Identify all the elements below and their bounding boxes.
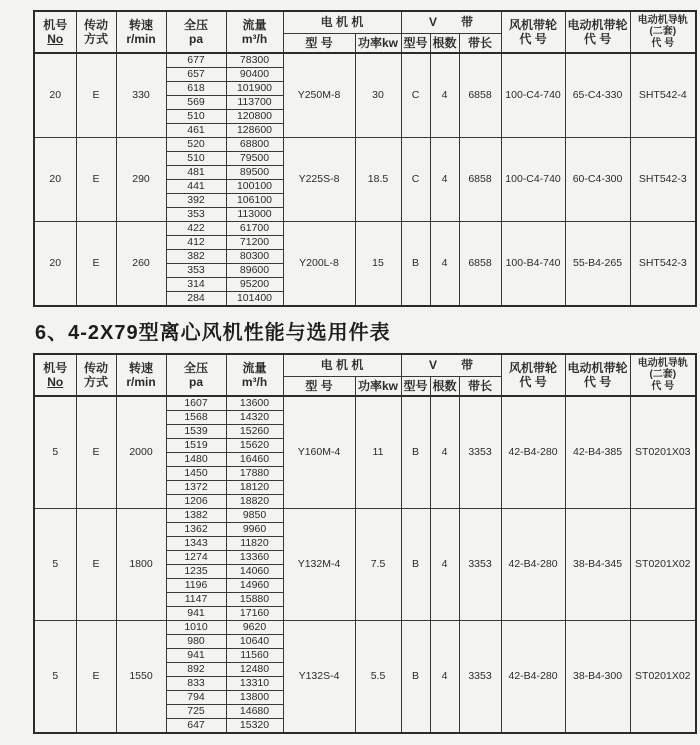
cell-belt-length: 3353	[459, 509, 501, 621]
cell-flow: 11560	[226, 649, 283, 663]
cell-belt-length: 6858	[459, 222, 501, 307]
motor-pulley-label: 电动机带轮	[567, 17, 628, 32]
cell-flow: 113000	[226, 208, 283, 222]
col-header-pressure	[166, 354, 226, 396]
cell-pressure: 892	[166, 663, 226, 677]
cell-flow: 14680	[226, 705, 283, 719]
cell-machine-no: 5	[34, 396, 76, 509]
cell-flow: 9960	[226, 523, 283, 537]
cell-pressure: 1147	[166, 593, 226, 607]
cell-flow: 9620	[226, 621, 283, 635]
flow-unit: m³/h	[241, 375, 268, 389]
cell-motor-power: 5.5	[355, 621, 401, 734]
cell-flow: 17880	[226, 467, 283, 481]
cell-pressure: 481	[166, 166, 226, 180]
cell-machine-no: 20	[34, 138, 76, 222]
cell-motor-model: Y132M-4	[283, 509, 355, 621]
cell-pressure: 510	[166, 110, 226, 124]
speed-unit: r/min	[126, 32, 156, 46]
cell-belt-model: B	[401, 621, 430, 734]
col-header-motor-power: 功率kw	[355, 33, 401, 53]
cell-pressure: 1206	[166, 495, 226, 509]
cell-flow: 10640	[226, 635, 283, 649]
cell-pressure: 941	[166, 649, 226, 663]
table-row	[34, 53, 696, 68]
cell-drive-type: E	[76, 509, 116, 621]
cell-pressure: 353	[166, 208, 226, 222]
cell-motor-pulley: 60-C4-300	[565, 138, 630, 222]
col-header-motor-model: 型 号	[283, 376, 355, 396]
fan-pulley-label: 风机带轮	[509, 360, 558, 375]
cell-flow: 101400	[226, 292, 283, 307]
cell-speed: 2000	[116, 396, 166, 509]
cell-flow: 18120	[226, 481, 283, 495]
cell-speed: 1550	[116, 621, 166, 734]
cell-pressure: 520	[166, 138, 226, 152]
cell-belt-model: B	[401, 509, 430, 621]
col-header-motor-rail	[630, 11, 696, 53]
speed-label: 转速	[128, 360, 153, 375]
col-header-belt-length: 带长	[459, 376, 501, 396]
col-header-speed	[116, 354, 166, 396]
machine-no-unit: No	[47, 32, 64, 46]
fan-spec-table-top	[33, 10, 697, 307]
cell-belt-length: 3353	[459, 396, 501, 509]
cell-flow: 15260	[226, 425, 283, 439]
cell-rail: ST0201X02	[630, 621, 696, 734]
speed-unit: r/min	[126, 375, 156, 389]
cell-belt-count: 4	[430, 53, 459, 138]
cell-flow: 13800	[226, 691, 283, 705]
cell-flow: 71200	[226, 236, 283, 250]
cell-pressure: 1450	[166, 467, 226, 481]
cell-rail: ST0201X03	[630, 396, 696, 509]
col-header-machine-no	[34, 11, 76, 53]
motor-rail-sets-label: (二套)	[649, 26, 677, 38]
fan-pulley-label: 风机带轮	[509, 17, 558, 32]
cell-drive-type: E	[76, 222, 116, 307]
col-header-belt-length: 带长	[459, 33, 501, 53]
cell-flow: 68800	[226, 138, 283, 152]
cell-rail: SHT542-3	[630, 138, 696, 222]
cell-motor-model: Y132S-4	[283, 621, 355, 734]
cell-drive-type: E	[76, 621, 116, 734]
cell-pressure: 1235	[166, 565, 226, 579]
cell-fan-pulley: 100-C4-740	[501, 138, 565, 222]
col-header-machine-no	[34, 354, 76, 396]
cell-flow: 95200	[226, 278, 283, 292]
col-header-belt-model: 型号	[401, 33, 430, 53]
flow-unit: m³/h	[241, 32, 268, 46]
cell-machine-no: 5	[34, 509, 76, 621]
flow-label: 流量	[242, 17, 267, 32]
cell-pressure: 1010	[166, 621, 226, 635]
cell-motor-power: 18.5	[355, 138, 401, 222]
fan-pulley-code-label: 代 号	[519, 32, 547, 46]
cell-belt-model: C	[401, 53, 430, 138]
cell-pressure: 1607	[166, 396, 226, 411]
col-header-drive-type	[76, 11, 116, 53]
cell-fan-pulley: 42-B4-280	[501, 509, 565, 621]
table-row	[34, 509, 696, 523]
cell-pressure: 618	[166, 82, 226, 96]
table-header	[34, 11, 696, 53]
col-header-belt-model: 型号	[401, 376, 430, 396]
cell-flow: 89600	[226, 264, 283, 278]
col-header-pressure	[166, 11, 226, 53]
cell-belt-model: B	[401, 222, 430, 307]
motor-pulley-code-label: 代 号	[583, 375, 612, 389]
cell-flow: 13360	[226, 551, 283, 565]
cell-flow: 14960	[226, 579, 283, 593]
cell-flow: 12480	[226, 663, 283, 677]
cell-flow: 106100	[226, 194, 283, 208]
cell-pressure: 1382	[166, 509, 226, 523]
cell-belt-count: 4	[430, 509, 459, 621]
cell-pressure: 1539	[166, 425, 226, 439]
cell-motor-pulley: 38-B4-300	[565, 621, 630, 734]
cell-flow: 120800	[226, 110, 283, 124]
cell-machine-no: 20	[34, 53, 76, 138]
cell-pressure: 441	[166, 180, 226, 194]
table1-group-260	[34, 222, 696, 307]
pressure-unit: pa	[188, 32, 203, 46]
cell-motor-model: Y225S-8	[283, 138, 355, 222]
section-title: 6、4-2X79型离心风机性能与选用件表	[35, 322, 391, 344]
cell-pressure: 1519	[166, 439, 226, 453]
motor-pulley-label: 电动机带轮	[567, 360, 628, 375]
table1-group-330	[34, 53, 696, 138]
machine-no-unit: No	[47, 375, 64, 389]
cell-rail: SHT542-3	[630, 222, 696, 307]
table-header	[34, 354, 696, 396]
col-group-motor: 电 机 机	[283, 11, 401, 33]
cell-flow: 9850	[226, 509, 283, 523]
motor-rail-label: 电动机导轨	[637, 15, 688, 27]
col-header-fan-pulley	[501, 11, 565, 53]
fan-pulley-code-label: 代 号	[519, 375, 547, 389]
cell-pressure: 510	[166, 152, 226, 166]
cell-pressure: 833	[166, 677, 226, 691]
cell-drive-type: E	[76, 53, 116, 138]
table-row	[34, 222, 696, 236]
table-row	[34, 138, 696, 152]
col-header-fan-pulley	[501, 354, 565, 396]
machine-no-label: 机号	[43, 360, 68, 375]
cell-pressure: 1362	[166, 523, 226, 537]
col-header-motor-pulley	[565, 11, 630, 53]
cell-flow: 15320	[226, 719, 283, 734]
pressure-unit: pa	[188, 375, 203, 389]
cell-flow: 17160	[226, 607, 283, 621]
cell-motor-model: Y200L-8	[283, 222, 355, 307]
cell-speed: 330	[116, 53, 166, 138]
cell-pressure: 412	[166, 236, 226, 250]
cell-pressure: 382	[166, 250, 226, 264]
cell-pressure: 314	[166, 278, 226, 292]
cell-machine-no: 5	[34, 621, 76, 734]
machine-no-label: 机号	[43, 17, 68, 32]
pressure-label: 全压	[183, 360, 208, 375]
cell-pressure: 1274	[166, 551, 226, 565]
cell-flow: 14060	[226, 565, 283, 579]
cell-motor-pulley: 65-C4-330	[565, 53, 630, 138]
cell-motor-power: 11	[355, 396, 401, 509]
cell-flow: 15620	[226, 439, 283, 453]
cell-pressure: 941	[166, 607, 226, 621]
cell-fan-pulley: 42-B4-280	[501, 621, 565, 734]
col-header-speed	[116, 11, 166, 53]
table2-group-2000	[34, 396, 696, 509]
cell-pressure: 725	[166, 705, 226, 719]
drive-type-label2: 方式	[83, 375, 108, 389]
flow-label: 流量	[242, 360, 267, 375]
cell-speed: 260	[116, 222, 166, 307]
cell-motor-pulley: 55-B4-265	[565, 222, 630, 307]
cell-flow: 113700	[226, 96, 283, 110]
cell-drive-type: E	[76, 396, 116, 509]
cell-belt-length: 6858	[459, 53, 501, 138]
cell-pressure: 647	[166, 719, 226, 734]
cell-fan-pulley: 42-B4-280	[501, 396, 565, 509]
table-row	[34, 396, 696, 411]
col-header-flow	[226, 11, 283, 53]
cell-belt-model: B	[401, 396, 430, 509]
motor-rail-code-label: 代 号	[651, 37, 675, 49]
cell-flow: 78300	[226, 53, 283, 68]
cell-flow: 13600	[226, 396, 283, 411]
cell-flow: 15880	[226, 593, 283, 607]
cell-motor-power: 30	[355, 53, 401, 138]
cell-belt-length: 6858	[459, 138, 501, 222]
cell-pressure: 1343	[166, 537, 226, 551]
cell-belt-count: 4	[430, 222, 459, 307]
col-header-motor-rail	[630, 354, 696, 396]
cell-speed: 1800	[116, 509, 166, 621]
motor-rail-code-label: 代 号	[651, 380, 675, 392]
cell-flow: 80300	[226, 250, 283, 264]
cell-motor-model: Y160M-4	[283, 396, 355, 509]
table-row	[34, 621, 696, 635]
cell-rail: SHT542-4	[630, 53, 696, 138]
cell-belt-length: 3353	[459, 621, 501, 734]
cell-pressure: 422	[166, 222, 226, 236]
col-header-motor-model: 型 号	[283, 33, 355, 53]
cell-fan-pulley: 100-C4-740	[501, 53, 565, 138]
cell-pressure: 284	[166, 292, 226, 307]
cell-flow: 18820	[226, 495, 283, 509]
cell-pressure: 1480	[166, 453, 226, 467]
cell-pressure: 1372	[166, 481, 226, 495]
table1-group-290	[34, 138, 696, 222]
cell-belt-count: 4	[430, 138, 459, 222]
cell-flow: 90400	[226, 68, 283, 82]
cell-machine-no: 20	[34, 222, 76, 307]
col-header-flow	[226, 354, 283, 396]
col-group-motor: 电 机 机	[283, 354, 401, 376]
cell-pressure: 392	[166, 194, 226, 208]
table2-group-1800	[34, 509, 696, 621]
drive-type-label: 传动	[83, 360, 108, 375]
table2-group-1550	[34, 621, 696, 734]
col-group-vbelt: V 带	[401, 11, 501, 33]
cell-drive-type: E	[76, 138, 116, 222]
cell-motor-power: 7.5	[355, 509, 401, 621]
cell-motor-power: 15	[355, 222, 401, 307]
cell-pressure: 1568	[166, 411, 226, 425]
cell-motor-pulley: 42-B4-385	[565, 396, 630, 509]
cell-flow: 11820	[226, 537, 283, 551]
cell-flow: 101900	[226, 82, 283, 96]
cell-flow: 89500	[226, 166, 283, 180]
cell-pressure: 569	[166, 96, 226, 110]
col-header-belt-count: 根数	[430, 33, 459, 53]
cell-pressure: 980	[166, 635, 226, 649]
cell-pressure: 461	[166, 124, 226, 138]
cell-pressure: 353	[166, 264, 226, 278]
cell-rail: ST0201X02	[630, 509, 696, 621]
speed-label: 转速	[128, 17, 153, 32]
col-header-motor-pulley	[565, 354, 630, 396]
col-header-motor-power: 功率kw	[355, 376, 401, 396]
motor-rail-label: 电动机导轨	[637, 358, 688, 370]
cell-flow: 100100	[226, 180, 283, 194]
cell-belt-count: 4	[430, 621, 459, 734]
motor-pulley-code-label: 代 号	[583, 32, 612, 46]
col-group-vbelt: V 带	[401, 354, 501, 376]
drive-type-label2: 方式	[83, 32, 108, 46]
motor-rail-sets-label: (二套)	[649, 369, 677, 381]
cell-pressure: 657	[166, 68, 226, 82]
fan-spec-table-4-2x79	[33, 353, 697, 734]
pressure-label: 全压	[183, 17, 208, 32]
col-header-drive-type	[76, 354, 116, 396]
cell-flow: 16460	[226, 453, 283, 467]
cell-flow: 13310	[226, 677, 283, 691]
cell-pressure: 677	[166, 53, 226, 68]
cell-fan-pulley: 100-B4-740	[501, 222, 565, 307]
cell-pressure: 794	[166, 691, 226, 705]
cell-flow: 128600	[226, 124, 283, 138]
cell-motor-pulley: 38-B4-345	[565, 509, 630, 621]
cell-flow: 14320	[226, 411, 283, 425]
cell-motor-model: Y250M-8	[283, 53, 355, 138]
cell-flow: 79500	[226, 152, 283, 166]
cell-speed: 290	[116, 138, 166, 222]
col-header-belt-count: 根数	[430, 376, 459, 396]
cell-belt-model: C	[401, 138, 430, 222]
drive-type-label: 传动	[83, 17, 108, 32]
cell-pressure: 1196	[166, 579, 226, 593]
cell-belt-count: 4	[430, 396, 459, 509]
cell-flow: 61700	[226, 222, 283, 236]
